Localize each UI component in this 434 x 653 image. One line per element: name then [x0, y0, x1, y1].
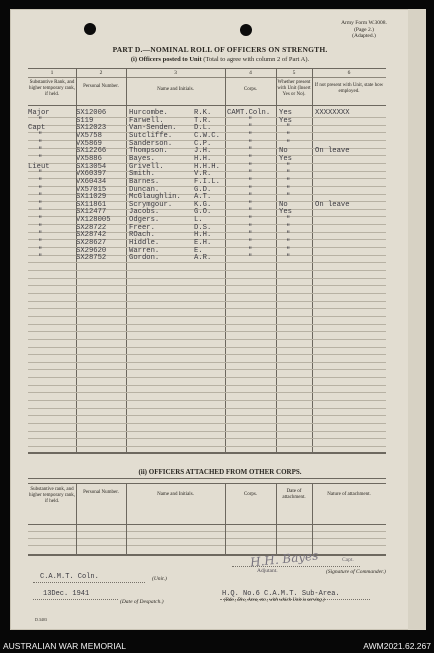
- officer-rank-cell: ": [38, 231, 43, 239]
- column-header-name: Name and Initials.: [157, 492, 194, 497]
- officer-present-cell: Yes: [279, 208, 292, 216]
- ruled-line: [28, 538, 386, 539]
- officer-corps-cell: ": [248, 147, 253, 155]
- column-number: 5: [292, 70, 296, 76]
- officer-corps-cell: ": [248, 155, 253, 163]
- column-header-number: Personal Number.: [83, 84, 119, 89]
- officer-corps-cell: ": [248, 124, 253, 132]
- officer-number-cell: VX5886: [76, 155, 102, 163]
- officer-present-cell: ": [286, 193, 291, 201]
- column-number: 6: [347, 70, 351, 76]
- station-value: H.Q. No.6 C.A.M.T. Sub-Area.: [222, 590, 340, 598]
- officer-present-cell: ": [286, 247, 291, 255]
- officer-initials-cell: A.R.: [194, 254, 212, 262]
- officer-initials-cell: C.P.: [194, 140, 212, 148]
- archive-name: AUSTRALIAN WAR MEMORIAL: [3, 641, 126, 651]
- ruled-line: [28, 347, 386, 348]
- officer-initials-cell: H.H.: [194, 231, 212, 239]
- ruled-line: [28, 408, 386, 409]
- officer-rank-cell: ": [38, 201, 43, 209]
- date-line: [33, 599, 118, 600]
- table-border: [28, 452, 386, 454]
- officer-initials-cell: R.K.: [194, 109, 212, 117]
- ruled-line: [28, 545, 386, 546]
- officer-number-cell: VX5869: [76, 140, 102, 148]
- ruled-line: [28, 331, 386, 332]
- ruled-line: [28, 415, 386, 416]
- officer-present-cell: ": [286, 231, 291, 239]
- ruled-line: [28, 377, 386, 378]
- officer-corps-cell: ": [248, 216, 253, 224]
- officer-name-cell: Sanderson.: [129, 140, 173, 148]
- form-reference: [334, 20, 394, 40]
- officer-rank-cell: ": [38, 216, 43, 224]
- signature-line: [232, 566, 360, 567]
- officer-name-cell: Thompson.: [129, 147, 168, 155]
- subtitle-rest: (Total to agree with column 2 of Part A).: [201, 56, 310, 63]
- officer-present-cell: ": [286, 163, 291, 171]
- column-number: 1: [50, 70, 54, 76]
- officer-initials-cell: C.W.C.: [194, 132, 220, 140]
- officer-number-cell: SX13054: [76, 163, 107, 171]
- officer-name-cell: Gordon.: [129, 254, 160, 262]
- form-code: D.3403: [35, 617, 47, 622]
- officer-present-cell: Yes: [279, 109, 292, 117]
- unit-value: C.A.M.T. Coln.: [40, 573, 99, 581]
- ruled-line: [28, 316, 386, 317]
- officer-corps-cell: ": [248, 117, 253, 125]
- officer-name-cell: Hurcombe.: [129, 109, 168, 117]
- officer-corps-cell: ": [248, 254, 253, 262]
- ruled-line: [28, 285, 386, 286]
- column-header-number: Personal Number.: [83, 490, 119, 495]
- officer-initials-cell: K.G.: [194, 201, 212, 209]
- form-ref-line: Army Form W.3008.: [341, 20, 387, 26]
- officer-rank-cell: ": [38, 178, 43, 186]
- form-ref-line: (Adapted.): [352, 33, 376, 39]
- officer-present-cell: No: [279, 147, 288, 155]
- officer-initials-cell: T.R.: [194, 117, 212, 125]
- officer-rank-cell: ": [38, 247, 43, 255]
- officer-rank-cell: ": [38, 254, 43, 262]
- column-header-date: Date of attachment.: [282, 489, 306, 500]
- unit-line: [33, 582, 145, 583]
- officer-name-cell: Bayes.: [129, 155, 155, 163]
- officer-corps-cell: ": [248, 140, 253, 148]
- column-header-corps: Corps.: [243, 87, 258, 92]
- officers-table: [28, 68, 386, 453]
- officer-corps-cell: ": [248, 193, 253, 201]
- officer-name-cell: Freer.: [129, 224, 155, 232]
- officer-present-cell: ": [286, 170, 291, 178]
- officer-present-cell: ": [286, 186, 291, 194]
- officer-corps-cell: ": [248, 224, 253, 232]
- unit-label: (Unit.): [152, 576, 167, 582]
- ruled-line: [28, 531, 386, 532]
- table-border: [28, 105, 386, 106]
- officer-number-cell: SX12477: [76, 208, 107, 216]
- officer-name-cell: Duncan.: [129, 186, 160, 194]
- officer-number-cell: SX29620: [76, 247, 107, 255]
- ruled-line: [28, 423, 386, 424]
- officer-initials-cell: E.: [194, 247, 203, 255]
- officer-corps-cell: ": [248, 132, 253, 140]
- officer-rank-cell: ": [38, 155, 43, 163]
- officer-corps-cell: ": [248, 178, 253, 186]
- officer-rank-cell: Lieut: [28, 163, 50, 171]
- officer-present-cell: ": [286, 254, 291, 262]
- column-header-corps: Corps.: [243, 492, 258, 497]
- ruled-line: [28, 438, 386, 439]
- officer-initials-cell: V.R.: [194, 170, 212, 178]
- officer-present-cell: ": [286, 216, 291, 224]
- despatch-date-label: (Date of Despatch.): [120, 599, 164, 605]
- officer-number-cell: SX12266: [76, 147, 107, 155]
- officer-initials-cell: A.T.: [194, 193, 212, 201]
- officer-corps-cell: ": [248, 208, 253, 216]
- ruled-line: [28, 446, 386, 447]
- commander-signature: H.H. Bayes: [249, 548, 319, 570]
- officer-name-cell: McGlaughlin.: [129, 193, 181, 201]
- officer-corps-cell: CAMT.Coln.: [227, 109, 271, 117]
- form-ref-line: (Page 2.): [354, 26, 374, 33]
- station-label: (Bde., Div., Area, etc., with which Unit is serving.): [224, 598, 325, 603]
- ruled-line: [28, 400, 386, 401]
- subtitle-bold: (i) Officers posted to Unit: [130, 56, 202, 63]
- accession-number: AWM2021.62.267: [363, 641, 431, 651]
- officer-present-cell: ": [286, 132, 291, 140]
- officer-number-cell: SX28752: [76, 254, 107, 262]
- officer-name-cell: Hiddle.: [129, 239, 160, 247]
- officer-corps-cell: ": [248, 231, 253, 239]
- officer-rank-cell: ": [38, 224, 43, 232]
- column-header-rank: Substantive Rank, and higher temporary rank, if held.: [29, 80, 75, 97]
- column-header-employed: If not present with Unit, state how employed.: [314, 83, 384, 94]
- officer-corps-cell: ": [248, 201, 253, 209]
- signature-capt: Capt.: [342, 557, 354, 563]
- officer-rank-cell: ": [38, 208, 43, 216]
- ruled-line: [28, 324, 386, 325]
- officer-rank-cell: ": [38, 170, 43, 178]
- officer-employed-cell: On leave: [315, 147, 350, 155]
- officer-name-cell: Smith.: [129, 170, 155, 178]
- officer-corps-cell: ": [248, 170, 253, 178]
- ruled-line: [28, 362, 386, 363]
- ruled-line: [28, 385, 386, 386]
- officer-initials-cell: H.H.H.: [194, 163, 220, 171]
- adjutant-label: Adjutant.: [257, 568, 278, 574]
- ruled-line: [28, 431, 386, 432]
- ruled-line: [28, 270, 386, 271]
- ruled-line: [28, 262, 386, 263]
- officer-name-cell: Barnes.: [129, 178, 160, 186]
- officer-initials-cell: G.O.: [194, 208, 212, 216]
- ruled-line: [28, 339, 386, 340]
- officer-number-cell: SX28742: [76, 231, 107, 239]
- table-border: [28, 478, 386, 479]
- officer-number-cell: VX60397: [76, 170, 107, 178]
- officer-name-cell: Sutcliffe.: [129, 132, 173, 140]
- ruled-line: [28, 354, 386, 355]
- officer-rank-cell: ": [38, 193, 43, 201]
- officer-initials-cell: D.L.: [194, 124, 212, 132]
- officer-name-cell: Scrymgour.: [129, 201, 173, 209]
- officer-initials-cell: G.D.: [194, 186, 212, 194]
- officer-initials-cell: E.H.: [194, 239, 212, 247]
- officer-name-cell: Odgers.: [129, 216, 160, 224]
- officer-corps-cell: ": [248, 163, 253, 171]
- officer-number-cell: VX5758: [76, 132, 102, 140]
- officer-rank-cell: ": [38, 132, 43, 140]
- page-edge: [408, 9, 426, 630]
- officer-initials-cell: H.H.: [194, 155, 212, 163]
- officer-number-cell: VX128005: [76, 216, 111, 224]
- ruled-line: [28, 301, 386, 302]
- officer-present-cell: ": [286, 224, 291, 232]
- officer-employed-cell: XXXXXXXX: [315, 109, 350, 117]
- officer-name-cell: Jacobs.: [129, 208, 160, 216]
- column-divider: [312, 483, 313, 556]
- officer-number-cell: SX11861: [76, 201, 107, 209]
- officer-name-cell: Van-Senden.: [129, 124, 177, 132]
- ruled-line: [28, 392, 386, 393]
- officer-name-cell: Warren.: [129, 247, 160, 255]
- table-border: [28, 483, 386, 484]
- despatch-date-value: 13Dec. 1941: [43, 590, 90, 598]
- document-title: PART D.—NOMINAL ROLL OF OFFICERS ON STRENGTH.: [112, 45, 328, 54]
- officer-number-cell: VX60434: [76, 178, 107, 186]
- table-border: [28, 68, 386, 69]
- officer-initials-cell: L.: [194, 216, 203, 224]
- ruled-line: [28, 293, 386, 294]
- officer-number-cell: SX28722: [76, 224, 107, 232]
- officer-corps-cell: ": [248, 186, 253, 194]
- column-number: 2: [99, 70, 103, 76]
- commander-label: (Signature of Commander.): [326, 569, 386, 575]
- officer-corps-cell: ": [248, 247, 253, 255]
- section-subtitle: [60, 56, 380, 63]
- officer-rank-cell: Capt: [28, 124, 46, 132]
- officer-rank-cell: ": [38, 186, 43, 194]
- table-border: [28, 554, 386, 556]
- officer-number-cell: SX12023: [76, 124, 107, 132]
- officer-initials-cell: J.H.: [194, 147, 212, 155]
- officer-rank-cell: Major: [28, 109, 50, 117]
- attached-officers-table: [28, 478, 386, 556]
- officer-rank-cell: ": [38, 239, 43, 247]
- section2-title: (ii) OFFICERS ATTACHED FROM OTHER CORPS.: [138, 468, 302, 476]
- column-number: 3: [174, 70, 177, 76]
- officer-initials-cell: F.I.L.: [194, 178, 220, 186]
- officer-present-cell: ": [286, 124, 291, 132]
- officer-employed-cell: On leave: [315, 201, 350, 209]
- column-header-present: Whether present with Unit (Insert Yes or No).: [277, 80, 311, 97]
- column-number: 4: [249, 70, 252, 76]
- ruled-line: [28, 278, 386, 279]
- table-border: [28, 77, 386, 78]
- officer-present-cell: ": [286, 239, 291, 247]
- officer-rank-cell: ": [38, 140, 43, 148]
- officer-rank-cell: ": [38, 147, 43, 155]
- officer-rank-cell: ": [38, 117, 43, 125]
- officer-initials-cell: D.S.: [194, 224, 212, 232]
- officer-present-cell: ": [286, 140, 291, 148]
- officer-number-cell: SX12006: [76, 109, 107, 117]
- officer-number-cell: VX57015: [76, 186, 107, 194]
- officer-present-cell: No: [279, 201, 288, 209]
- punch-hole: [84, 23, 96, 35]
- officer-name-cell: Farwell.: [129, 117, 164, 125]
- column-header-rank: Substantive rank, and higher temporary rank, if held.: [29, 487, 75, 504]
- officer-present-cell: Yes: [279, 155, 292, 163]
- officer-number-cell: SX28627: [76, 239, 107, 247]
- ruled-line: [28, 308, 386, 309]
- punch-hole: [240, 24, 252, 36]
- officer-name-cell: Grivell.: [129, 163, 164, 171]
- column-header-nature: Nature of attachment.: [327, 492, 371, 497]
- column-header-name: Name and Initials.: [157, 87, 194, 92]
- officer-present-cell: ": [286, 178, 291, 186]
- table-border: [28, 524, 386, 525]
- officer-present-cell: Yes: [279, 117, 292, 125]
- ruled-line: [28, 369, 386, 370]
- officer-name-cell: ROach.: [129, 231, 155, 239]
- officer-number-cell: SX11029: [76, 193, 107, 201]
- officer-corps-cell: ": [248, 239, 253, 247]
- officer-number-cell: S119: [76, 117, 94, 125]
